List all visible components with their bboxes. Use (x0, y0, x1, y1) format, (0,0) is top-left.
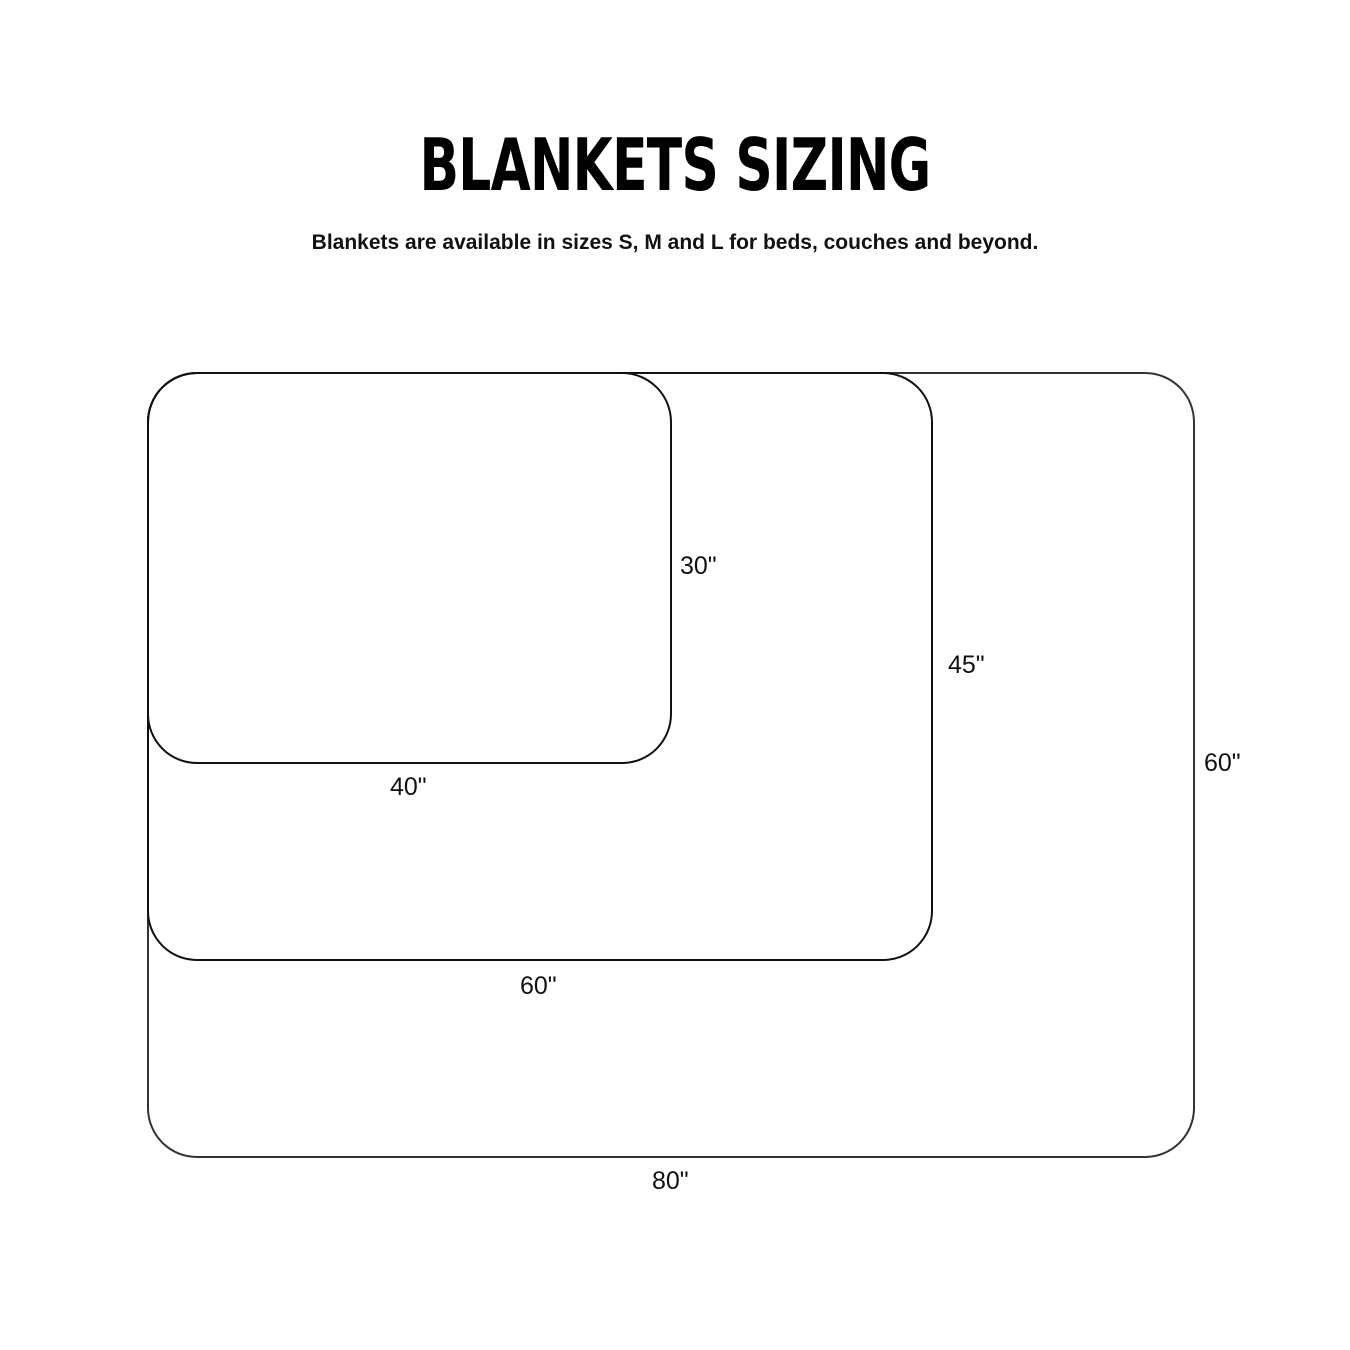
medium-height-label: 45" (948, 651, 985, 679)
large-width-label: 80" (652, 1167, 689, 1195)
page-title: BLANKETS SIZING (419, 123, 931, 207)
blanket-small-outline (147, 372, 672, 764)
page-subtitle: Blankets are available in sizes S, M and L for beds, couches and beyond. (311, 231, 1039, 254)
small-width-label: 40" (390, 773, 427, 801)
small-height-label: 30" (680, 552, 717, 580)
large-height-label: 60" (1204, 749, 1241, 777)
medium-width-label: 60" (520, 972, 557, 1000)
